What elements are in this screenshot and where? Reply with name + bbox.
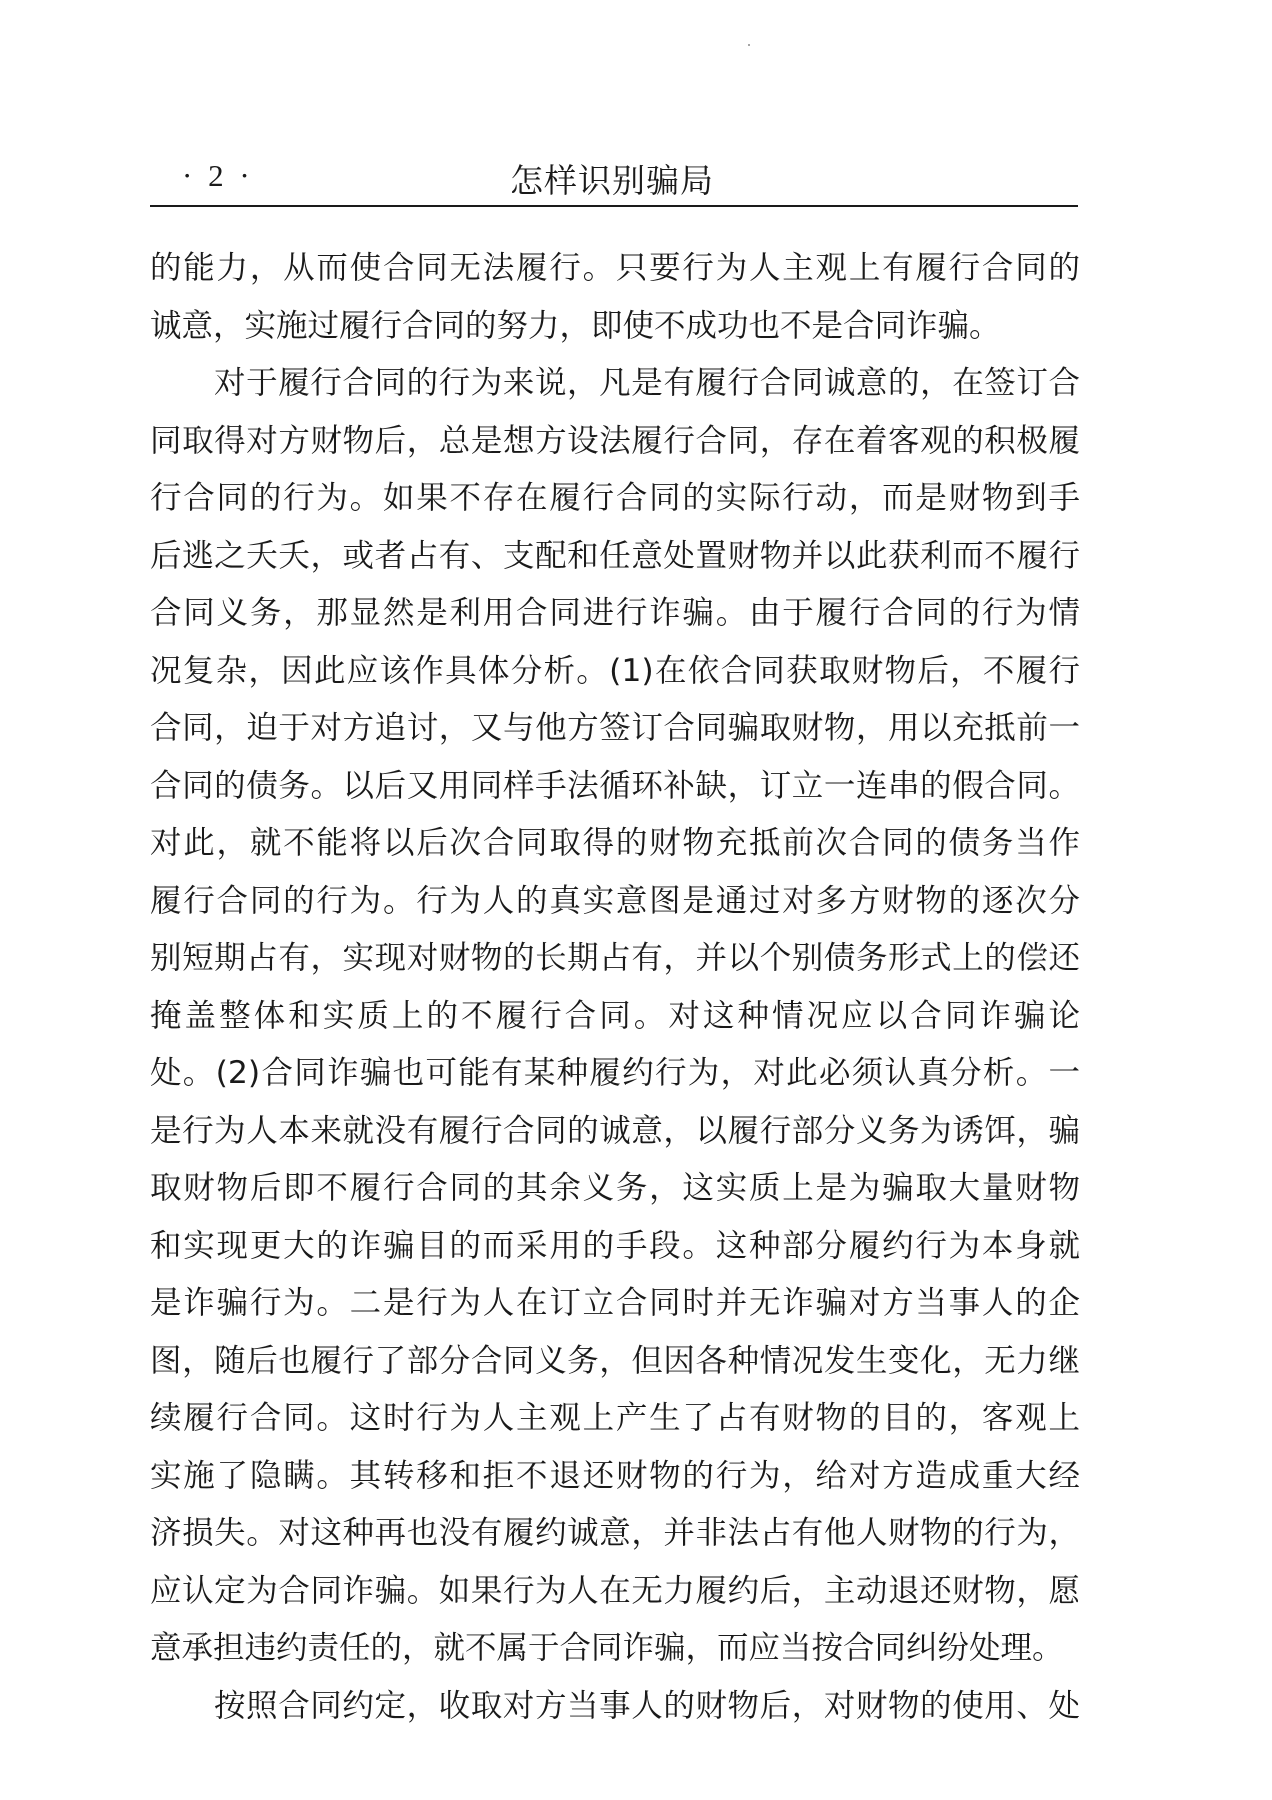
text-line: 是行为人本来就没有履行合同的诚意，以履行部分义务为诱饵，骗 bbox=[150, 1112, 1080, 1149]
page-number: · 2 · bbox=[182, 158, 254, 193]
scan-speck bbox=[748, 44, 750, 46]
text-line: 对此，就不能将以后次合同取得的财物充抵前次合同的债务当作 bbox=[150, 825, 1080, 861]
text-line: 况复杂，因此应该作具体分析。(1)在依合同获取财物后，不履行 bbox=[150, 652, 1080, 689]
text-line: 取财物后即不履行合同的其余义务，这实质上是为骗取大量财物 bbox=[150, 1170, 1080, 1206]
text-line: 图，随后也履行了部分合同义务，但因各种情况发生变化，无力继 bbox=[150, 1342, 1080, 1379]
running-title: 怎样识别骗局 bbox=[510, 161, 714, 200]
text-line: 合同的债务。以后又用同样手法循环补缺，订立一连串的假合同。 bbox=[150, 767, 1080, 804]
text-line: 诚意，实施过履行合同的努力，即使不成功也不是合同诈骗。 bbox=[150, 307, 1001, 344]
header-rule bbox=[150, 205, 1078, 207]
text-line: 实施了隐瞒。其转移和拒不退还财物的行为，给对方造成重大经 bbox=[150, 1457, 1080, 1494]
text-line: 合同，迫于对方追讨，又与他方签订合同骗取财物，用以充抵前一 bbox=[150, 710, 1080, 746]
text-line: 意承担违约责任的，就不属于合同诈骗，而应当按合同纠纷处理。 bbox=[150, 1630, 1064, 1666]
text-line: 和实现更大的诈骗目的而采用的手段。这种部分履约行为本身就 bbox=[150, 1227, 1080, 1264]
text-line: 应认定为合同诈骗。如果行为人在无力履约后，主动退还财物，愿 bbox=[150, 1572, 1080, 1609]
text-line: 后逃之夭夭，或者占有、支配和任意处置财物并以此获利而不履行 bbox=[150, 537, 1080, 574]
page-header bbox=[150, 150, 1074, 202]
text-line: 行合同的行为。如果不存在履行合同的实际行动，而是财物到手 bbox=[150, 480, 1080, 516]
text-line: 是诈骗行为。二是行为人在订立合同时并无诈骗对方当事人的企 bbox=[150, 1285, 1080, 1321]
text-line: 同取得对方财物后，总是想方设法履行合同，存在着客观的积极履 bbox=[150, 422, 1080, 459]
text-line: 处。(2)合同诈骗也可能有某种履约行为，对此必须认真分析。一 bbox=[150, 1055, 1080, 1091]
text-line: 别短期占有，实现对财物的长期占有，并以个别债务形式上的偿还 bbox=[150, 940, 1080, 976]
text-line: 济损失。对这种再也没有履约诚意，并非法占有他人财物的行为， bbox=[150, 1515, 1080, 1551]
body-text bbox=[150, 240, 1080, 1735]
text-line: 续履行合同。这时行为人主观上产生了占有财物的目的，客观上 bbox=[150, 1400, 1080, 1436]
text-line: 掩盖整体和实质上的不履行合同。对这种情况应以合同诈骗论 bbox=[150, 997, 1080, 1034]
text-line: 按照合同约定，收取对方当事人的财物后，对财物的使用、处 bbox=[214, 1687, 1080, 1724]
text-line: 合同义务，那显然是利用合同进行诈骗。由于履行合同的行为情 bbox=[150, 595, 1080, 631]
text-line: 履行合同的行为。行为人的真实意图是通过对多方财物的逐次分 bbox=[150, 882, 1080, 919]
text-line: 对于履行合同的行为来说，凡是有履行合同诚意的，在签订合 bbox=[214, 365, 1080, 401]
text-line: 的能力，从而使合同无法履行。只要行为人主观上有履行合同的 bbox=[150, 250, 1080, 286]
